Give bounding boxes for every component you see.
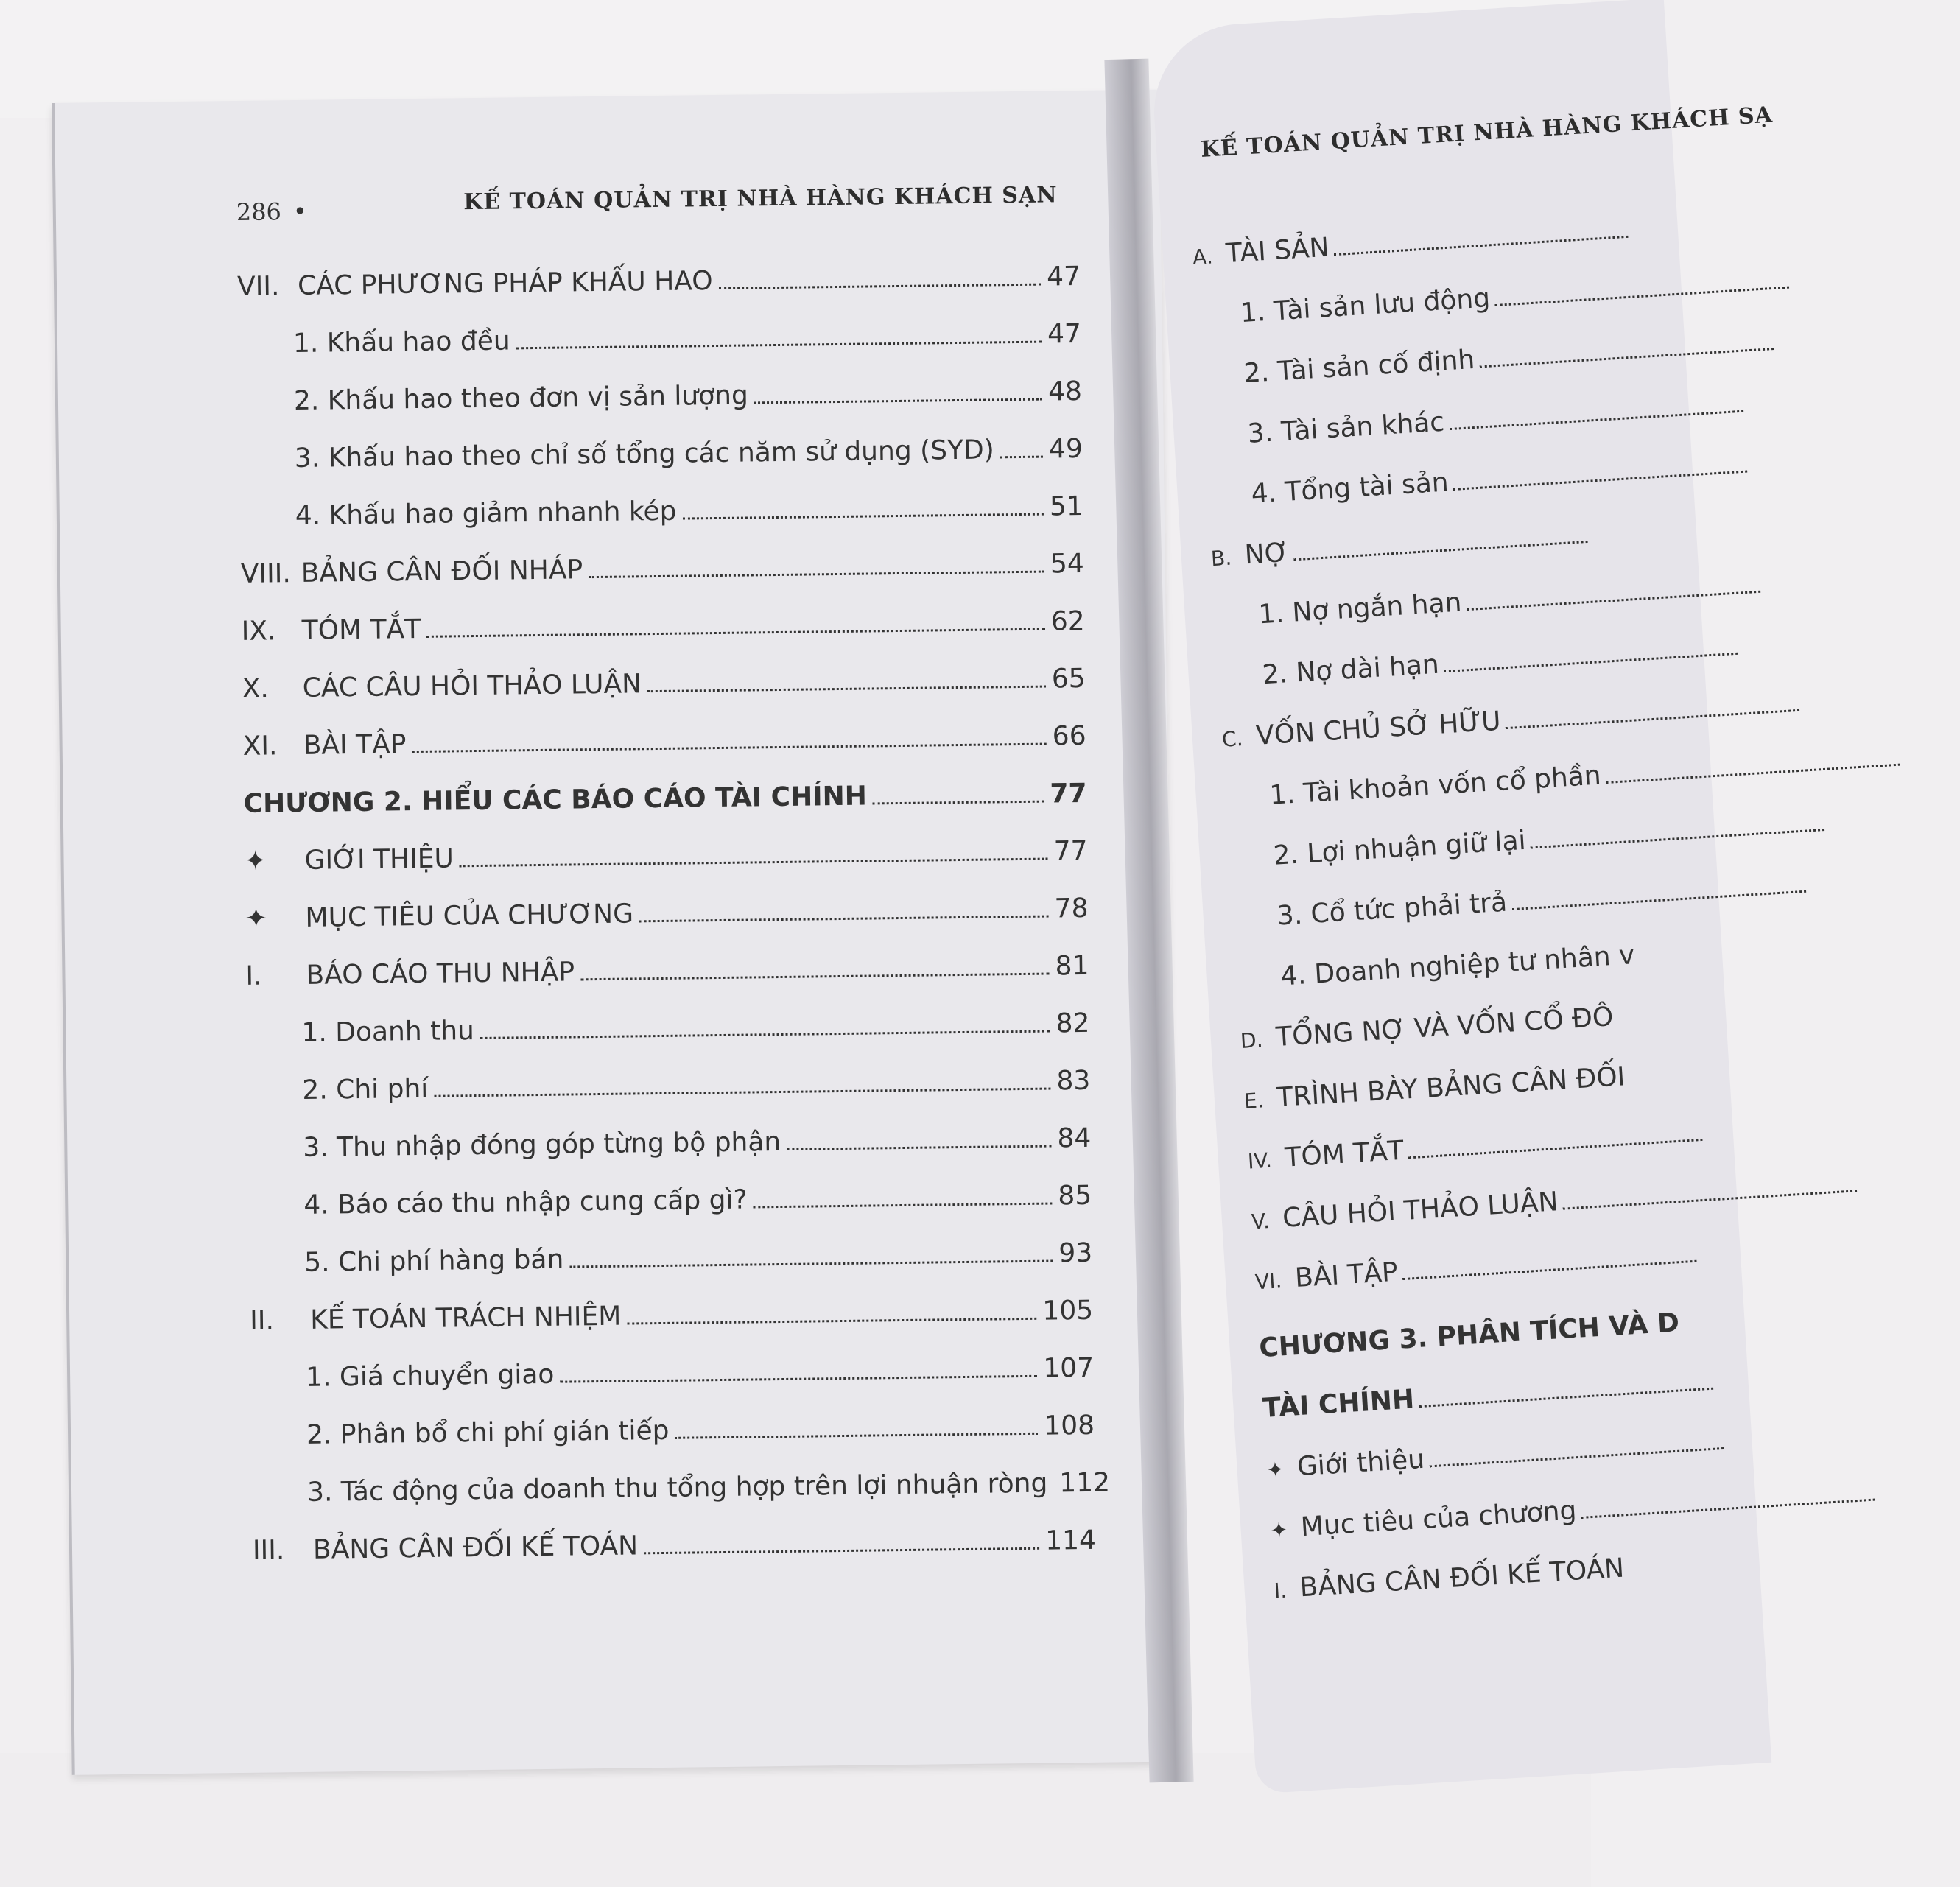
entry-label: 1. Tài sản lưu động [1239,283,1492,329]
entry-label: TÓM TẮT [301,614,421,646]
dot-leader [1562,1170,1857,1209]
entry-label: 2. Phân bổ chi phí gián tiếp [306,1415,670,1450]
entry-label: Mục tiêu của chương [1299,1495,1578,1543]
dot-leader [647,665,1046,693]
entry-page: 83 [1056,1065,1091,1097]
entry-label: 2. Chi phí [302,1073,429,1106]
entry-label: 2. Khấu hao theo đơn vị sản lượng [293,380,749,417]
toc-entry [1210,519,1588,572]
entry-page: 78 [1054,893,1089,924]
page-number: 286 [236,197,282,226]
toc-entry [1269,742,1900,811]
dot-leader [426,608,1045,638]
entry-label: MỤC TIÊU CỦA CHƯƠNG [305,899,634,933]
entry-label: TÀI CHÍNH [1262,1384,1416,1424]
entry-page: 48 [1047,376,1083,407]
entry-number: X. [242,673,270,704]
toc-entry [245,951,1089,998]
toc-entry [306,1467,1111,1514]
entry-label: CHƯƠNG 3. PHÂN TÍCH VÀ D [1258,1307,1681,1364]
sparkle-icon: ✦ [1265,1457,1285,1483]
entry-number: VI. [1254,1268,1283,1295]
dot-leader [644,1527,1040,1555]
toc-entry [244,836,1088,883]
entry-page: 107 [1043,1352,1095,1384]
toc-entry [245,893,1089,941]
entry-number: B. [1210,545,1233,572]
entry-number: II. [249,1305,275,1336]
entry-page: 108 [1044,1410,1095,1441]
entry-label: BẢNG CÂN ĐỐI KẾ TOÁN [312,1531,639,1565]
dot-leader [682,493,1044,520]
entry-label: 3. Tài sản khác [1246,407,1446,449]
entry-label: Giới thiệu [1296,1444,1426,1483]
toc-chapter-entry [1262,1366,1713,1424]
toc-entry [1276,869,1807,932]
dot-leader [1452,451,1747,491]
entry-label: 3. Tác động của doanh thu tổng hợp trên lợi nhuận ròng [306,1468,1048,1508]
entry-page: 66 [1052,720,1086,752]
entry-label: 2. Tài sản cố định [1243,344,1476,389]
entry-number: A. [1191,244,1214,270]
header-separator: • [292,197,307,226]
toc-entry [1247,1117,1703,1176]
toc-entry [1221,688,1800,753]
entry-page: 81 [1055,950,1089,982]
entry-label: CÂU HỎI THẢO LUẬN [1282,1187,1559,1234]
toc-entry [1192,214,1629,271]
entry-page: 82 [1055,1008,1090,1039]
toc-entry [1251,1168,1858,1235]
toc-entry [1258,569,1761,630]
entry-page: 51 [1049,491,1084,522]
entry-page: 47 [1047,318,1082,350]
entry-page: 85 [1058,1180,1092,1212]
entry-label: 4. Báo cáo thu nhập cung cấp gì? [303,1184,748,1220]
entry-label: 4. Khấu hao giảm nhanh kép [295,496,677,531]
entry-label: 5. Chi phí hàng bán [304,1244,564,1278]
toc-chapter-entry [243,779,1087,826]
dot-leader [569,1240,1053,1268]
toc-entry [1265,1426,1724,1484]
toc-entry [295,491,1084,538]
entry-page: 62 [1050,605,1085,637]
dot-leader [639,895,1049,923]
toc-entry [294,376,1083,423]
entry-label: 2. Nợ dài hạn [1261,649,1440,691]
dot-leader [516,320,1042,350]
toc-entry [1240,265,1790,328]
entry-number: XI. [242,731,278,762]
toc-entry [295,434,1083,480]
dot-leader [718,263,1041,289]
dot-leader [1448,391,1743,430]
entry-label: 1. Nợ ngắn hạn [1257,587,1463,630]
entry-page: 49 [1048,433,1083,465]
entry-page: 105 [1042,1295,1094,1326]
toc-entry [242,606,1086,653]
toc-entry [1269,1477,1875,1545]
toc-chapter-entry [1258,1307,1680,1363]
entry-label: TÓM TẮT [1284,1135,1405,1173]
entry-label: KẾ TOÁN TRÁCH NHIỆM [309,1301,622,1335]
dot-leader [1408,1120,1703,1159]
sparkle-icon: ✦ [1269,1517,1289,1543]
entry-number: III. [252,1535,285,1566]
dot-leader [580,952,1050,981]
dot-leader [1428,1428,1724,1467]
entry-page: 77 [1050,778,1087,809]
toc-entry [293,319,1082,365]
entry-label: BẢNG CÂN ĐỐI KẾ TOÁN [1299,1553,1626,1603]
entry-label: 2. Lợi nhuận giữ lại [1272,825,1527,871]
entry-label: 1. Giá chuyển giao [305,1359,555,1393]
entry-label: NỢ [1243,537,1290,571]
toc-entry [302,1066,1091,1112]
entry-label: BÁO CÁO THU NHẬP [306,957,575,991]
running-title: KẾ TOÁN QUẢN TRỊ NHÀ HÀNG KHÁCH SẠ [1200,102,1774,163]
entry-label: GIỚI THIỆU [304,843,454,876]
entry-label: 1. Khấu hao đều [292,326,510,359]
toc-entry [1243,326,1774,389]
sparkle-icon: ✦ [244,846,267,876]
sparkle-icon: ✦ [245,903,267,934]
entry-number: VIII. [240,558,291,589]
dot-leader [754,378,1043,404]
running-title: KẾ TOÁN QUẢN TRỊ NHÀ HÀNG KHÁCH SẠN [463,182,1058,216]
toc-entry [237,261,1081,309]
toc-entry [1262,631,1739,690]
dot-leader [412,723,1047,753]
toc-entry [1254,1239,1697,1296]
toc-entry [250,1296,1094,1343]
entry-page: 47 [1046,261,1081,292]
toc-entry [1280,940,1636,991]
toc-entry [1273,1553,1625,1605]
dot-leader [1465,572,1760,611]
entry-label: TÀI SẢN [1225,232,1330,270]
dot-leader [1402,1241,1697,1280]
entry-number: I. [1273,1578,1288,1603]
entry-label: BẢNG CÂN ĐỐI NHÁP [301,555,583,588]
entry-label: TỔNG NỢ VÀ VỐN CỔ ĐÔ [1275,1002,1615,1053]
dot-leader [1478,328,1774,368]
toc-entry [1247,389,1744,449]
toc-entry [1251,449,1748,510]
entry-page: 93 [1058,1237,1093,1269]
entry-number: I. [245,960,262,991]
dot-leader [1443,633,1738,672]
dot-leader [1604,745,1900,784]
entry-number: C. [1221,726,1244,752]
toc-entry [301,1008,1090,1055]
entry-label: 4. Tổng tài sản [1250,467,1450,510]
entry-page: 65 [1051,663,1086,695]
toc-entry [1273,807,1825,871]
dot-leader [787,1125,1052,1150]
entry-number: E. [1243,1088,1265,1114]
dot-leader [1529,809,1824,848]
entry-label: 3. Khấu hao theo chỉ số tổng các năm sử dụng (SYD) [294,435,994,474]
toc-entry [1243,1061,1626,1115]
dot-leader [1000,435,1044,459]
entry-label: 1. Doanh thu [301,1016,475,1048]
toc-entry [306,1353,1095,1399]
entry-label: VỐN CHỦ SỞ HỮU [1255,706,1502,751]
entry-page: 77 [1053,835,1088,867]
dot-leader [627,1297,1037,1325]
dot-leader [1504,690,1799,729]
dot-leader [480,1010,1050,1039]
entry-label: 3. Thu nhập đóng góp từng bộ phận [303,1127,781,1163]
entry-page: 114 [1044,1525,1097,1556]
toc-entry [303,1181,1092,1227]
entry-number: V. [1251,1209,1271,1234]
entry-number: IV. [1247,1148,1273,1174]
toc-entry [253,1525,1097,1572]
entry-label: CHƯƠNG 2. HIỂU CÁC BÁO CÁO TÀI CHÍNH [243,781,868,819]
entry-label: BÀI TẬP [1293,1257,1399,1294]
dot-leader [753,1182,1052,1209]
entry-label: 3. Cổ tức phải trả [1276,887,1508,932]
dot-leader [460,837,1048,868]
entry-number: D. [1240,1027,1264,1053]
dot-leader [1580,1480,1875,1519]
toc-entry [242,721,1086,768]
entry-label: 4. Doanh nghiệp tư nhân v [1279,940,1636,992]
dot-leader [1494,267,1789,306]
dot-leader [1418,1368,1713,1408]
toc-entry [241,549,1085,596]
toc-entry [242,664,1086,711]
entry-label: CÁC PHƯƠNG PHÁP KHẤU HAO [297,266,713,301]
right-page [1149,0,1774,1794]
dot-leader [434,1067,1051,1097]
entry-number: VII. [236,271,280,302]
entry-label: TRÌNH BÀY BẢNG CÂN ĐỐI [1276,1061,1626,1114]
dot-leader [1293,521,1588,561]
dot-leader [873,780,1044,805]
entry-page: 54 [1050,548,1084,580]
dot-leader [675,1412,1038,1439]
entry-number: IX. [241,616,276,647]
dot-leader [589,550,1044,579]
dot-leader [1511,871,1806,910]
toc-entry [1240,1002,1615,1055]
toc-entry [303,1123,1092,1170]
entry-label: 1. Tài khoản vốn cổ phần [1268,760,1602,811]
entry-label: BÀI TẬP [303,729,407,761]
dot-leader [1332,217,1628,256]
entry-page: 112 [1059,1467,1111,1499]
left-page [52,90,1180,1775]
entry-label: CÁC CÂU HỎI THẢO LUẬN [302,669,642,703]
entry-page: 84 [1057,1122,1092,1154]
toc-entry [306,1410,1095,1457]
dot-leader [560,1354,1037,1383]
toc-entry [304,1238,1093,1285]
